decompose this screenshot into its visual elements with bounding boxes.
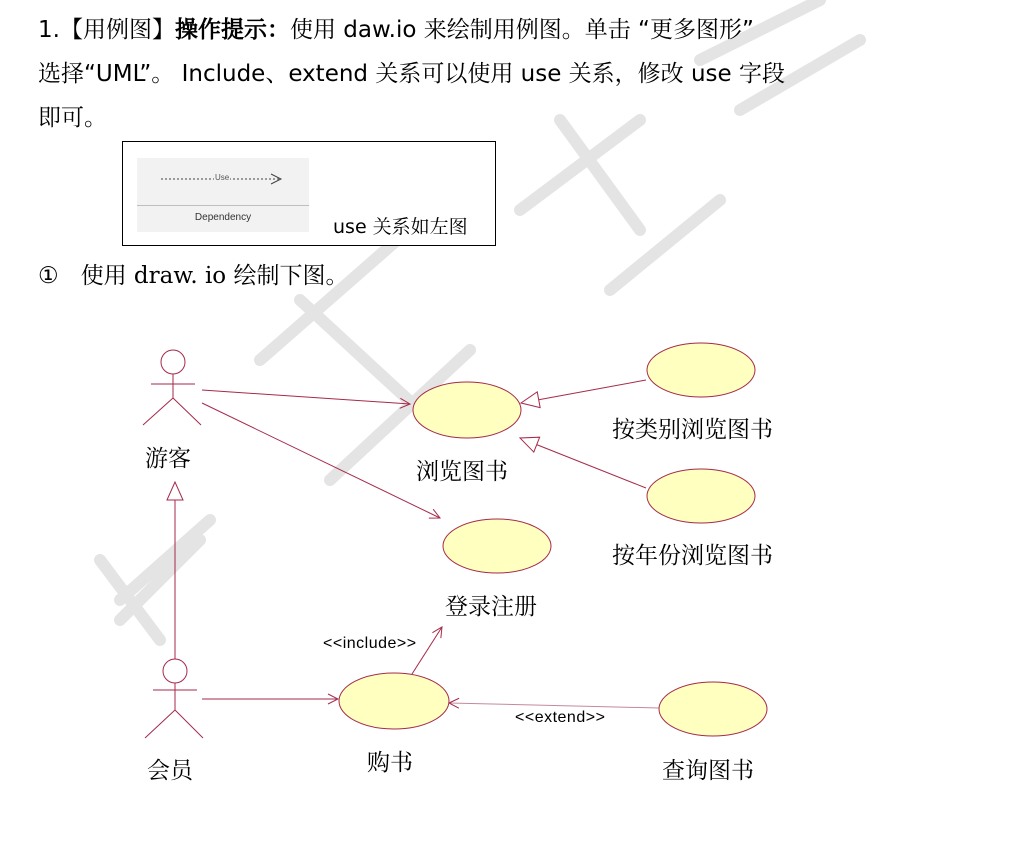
use-arrow-label: Use <box>215 173 230 182</box>
section-title: 【用例图】 <box>59 17 175 43</box>
browse-by-category-label: 按类别浏览图书 <box>612 417 773 443</box>
association-visitor-login <box>202 403 440 518</box>
instruction-line-2: 选择“UML”。 Include、extend 关系可以使用 use 关系，修改 use 字段 <box>38 61 785 87</box>
member-label: 会员 <box>147 758 193 784</box>
association-visitor-browse <box>202 390 410 404</box>
use-case-login-register <box>443 519 551 573</box>
step-number: ① <box>38 263 59 289</box>
login-register-label: 登录注册 <box>445 594 537 620</box>
browse-by-year-label: 按年份浏览图书 <box>612 543 773 569</box>
use-case-buy-books <box>339 673 449 729</box>
instruction-text-1: 使用 daw.io 来绘制用例图。单击 “更多图形” <box>289 17 754 43</box>
extend-search-buy <box>449 703 659 708</box>
section-number: 1. <box>38 17 60 43</box>
use-case-browse-by-year <box>647 469 755 523</box>
extend-stereotype: <<extend>> <box>515 709 606 726</box>
search-books-label: 查询图书 <box>662 758 754 784</box>
include-stereotype: <<include>> <box>323 635 417 652</box>
use-case-browse-books <box>413 382 521 438</box>
generalization-category-browse <box>521 380 646 403</box>
generalization-year-browse <box>520 438 646 488</box>
use-case-browse-by-category <box>647 343 755 397</box>
instruction-line-3: 即可。 <box>38 105 107 131</box>
visitor-label: 游客 <box>145 446 191 472</box>
step-text: 使用 draw. io 绘制下图。 <box>80 263 349 289</box>
inset-caption: use 关系如左图 <box>333 216 468 238</box>
member-actor-icon <box>145 659 203 738</box>
use-case-search-books <box>659 682 767 736</box>
visitor-actor-icon <box>143 350 201 425</box>
dependency-shape-name: Dependency <box>194 212 252 223</box>
hint-label: 操作提示： <box>174 17 290 43</box>
buy-books-label: 购书 <box>367 750 413 776</box>
browse-books-label: 浏览图书 <box>416 459 508 485</box>
